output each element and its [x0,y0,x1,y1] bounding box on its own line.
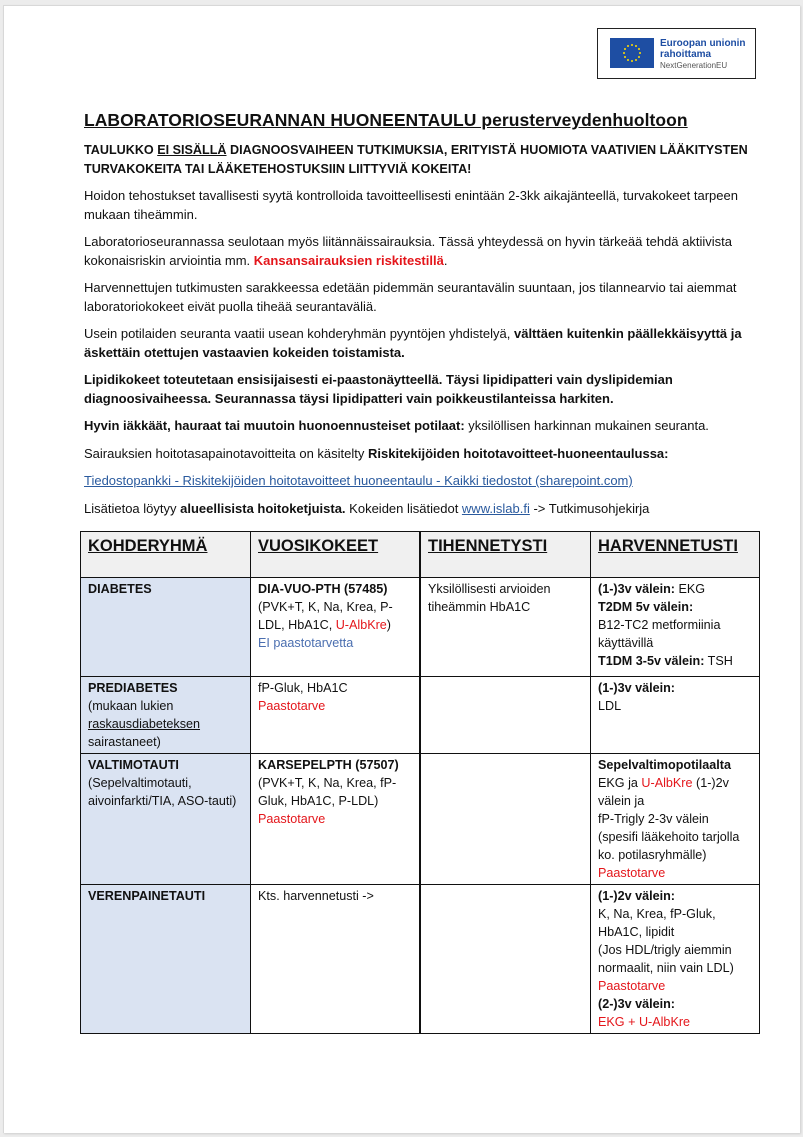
combining-bold: välttäen kuitenkin päällekkäisyyttä ja äskettäin otettujen vastaavien kokeiden toistamista. [84,326,742,360]
targets-bold: Riskitekijöiden hoitotavoitteet-huoneentaulussa: [368,445,669,461]
yearly-panel-contents: (PVK+T, K, Na, Krea, fP-Gluk, HbA1C, P-LDL) [258,776,397,808]
sparse-text: EKG ja [598,776,642,790]
sparse-bold: (2-)3v välein: [598,997,675,1011]
sparse-line [598,580,753,598]
more-info-post: -> Tutkimusohjekirja [529,500,650,516]
sparse-cell [591,578,760,677]
header-less-frequent: HARVENNETUSTI [591,532,760,578]
fasting-note: EI paastotarvetta [258,636,354,650]
sparse-line [598,652,753,670]
more-info-mid: Kokeiden lisätiedot [345,500,462,516]
group-name: DIABETES [88,582,152,596]
table-row [81,578,760,677]
elderly-bold: Hyvin iäkkäät, hauraat tai muutoin huonoennusteiset potilaat: [84,418,465,433]
table-row [81,885,760,1034]
yearly-panel-contents: (PVK+T, K, Na, Krea, P-LDL, HbA1C, [258,600,393,632]
sparse-text: (1-)2v välein ja [598,776,729,808]
sparse-text: (Jos HDL/trigly aiemmin normaalit, niin vain LDL) [598,943,734,975]
islab-link[interactable]: www.islab.fi [461,500,530,516]
frequent-cell [420,885,591,1034]
yearly-cell [251,885,421,1034]
paragraph-link [84,472,771,491]
sparse-text: B12-TC2 metformiinia käyttävillä [598,618,721,650]
screening-text: Laboratorioseurannassa seulotaan myös liitännäissairauksia. Tässä yhteydessä on hyvin tärkeää tehdä aktiivista kokonaisriskin arviointia mm. [84,234,732,268]
sparse-cell [591,677,760,754]
sparse-line [598,616,753,652]
yearly-cell [251,754,421,885]
header-yearly-tests: VUOSIKOKEET [251,532,421,578]
paragraph-targets [84,445,771,464]
sparse-bold: T2DM 5v välein: [598,600,694,614]
sparse-cell [591,885,760,1034]
sparse-red: U-AlbKre [641,776,693,790]
document-body [81,110,771,527]
sparse-text: K, Na, Krea, fP-Gluk, HbA1C, lipidit [598,907,716,939]
group-name: PREDIABETES [88,681,178,695]
warning-text-post: DIAGNOOSVAIHEEN TUTKIMUKSIA, ERITYISTÄ HUOMIOTA VAATIVIEN LÄÄKITYSTEN TURVAKOKEITA TAI LÄÄKETEHOSTUKSIIN LIITTYVIÄ KOKEITA! [84,143,748,176]
group-sub: (mukaan lukien [88,699,174,713]
warning-underlined: EI SISÄLLÄ [157,143,227,157]
targets-text: Sairauksien hoitotasapainotavoitteita on käsitelty [84,445,369,461]
paragraph-intensification: Hoidon tehostukset tavallisesti syytä kontrolloida tavoitteellisesti enintään 2-3kk aikajänteellä, turvakokeet tarpeen mukaan tiheämmin. [84,188,738,222]
group-cell [81,578,251,677]
group-name: VERENPAINETAUTI [88,889,206,903]
paragraph-screening [84,233,771,270]
sparse-bold: (1-)3v välein: [598,582,675,596]
yearly-panel-code: DIA-VUO-PTH (57485) [258,582,388,596]
sparse-bold: T1DM 3-5v välein: [598,654,705,668]
sparse-text: (spesifi lääkehoito tarjolla ko. potilasryhmälle) [598,830,740,862]
group-sub-underlined: raskausdiabeteksen [88,717,201,731]
sparse-text: LDL [598,699,622,713]
group-cell [81,677,251,754]
warning-paragraph [84,141,771,178]
elderly-text: yksilöllisen harkinnan mukainen seuranta. [464,418,709,433]
page-title: LABORATORIOSEURANNAN HUONEENTAULU perusterveydenhuoltoon [84,110,688,130]
warning-text-pre: TAULUKKO [84,143,158,157]
paragraph-sparse-column: Harvennettujen tutkimusten sarakkeessa edetään pidemmän seurantavälin suuntaan, jos tilannearvio tai aiemmat laboratoriokokeet eivät puolla tiheää seurantaväliä. [84,280,737,314]
screening-end: . [443,252,448,268]
yearly-tests: fP-Gluk, HbA1C [258,681,348,695]
paragraph-combining [84,325,771,362]
frequent-cell [420,754,591,885]
sparse-red: EKG + U-AlbKre [598,1015,691,1029]
sparse-text: EKG [675,582,706,596]
lab-monitoring-table [80,531,760,1034]
logo-text-line1: Euroopan unionin [660,38,746,49]
group-sub: sairastaneet) [88,735,161,749]
sharepoint-link[interactable]: Tiedostopankki - Riskitekijöiden hoitotavoitteet huoneentaulu - Kaikki tiedostot (sharepoint.com) [84,473,633,488]
paragraph-more-info [84,500,771,519]
sparse-line [598,598,753,616]
fasting-required: Paastotarve [598,866,666,880]
risk-test-highlight: Kansansairauksien riskitestillä [253,252,444,268]
logo-text-line2: rahoittama [660,49,712,60]
yearly-cell [251,677,421,754]
paragraph-lipids: Lipidikokeet toteutetaan ensisijaisesti ei-paastonäytteellä. Täysi lipidipatteri vain dyslipidemian diagnoosivaiheessa. Seurannassa täysi lipidipatteri vain poikkeustilanteissa harkiten. [84,372,673,406]
yearly-cell [251,578,421,677]
sparse-text: TSH [704,654,733,668]
frequent-cell: Yksilöllisesti arvioiden tiheämmin HbA1C [420,578,591,677]
group-cell [81,885,251,1034]
combining-text: Usein potilaiden seuranta vaatii usean kohderyhmän pyyntöjen yhdistelyä, [84,326,514,341]
yearly-panel-red: U-AlbKre [335,618,387,632]
paragraph-elderly [84,417,771,436]
group-sub: (Sepelvaltimotauti, aivoinfarkti/TIA, ASO-tauti) [88,776,237,808]
sparse-bold: (1-)3v välein: [598,681,675,695]
sparse-text: fP-Trigly 2-3v välein [598,812,709,826]
logo-text-line3: NextGenerationEU [660,61,728,70]
frequent-cell [420,677,591,754]
table-header-row [81,532,760,578]
sparse-cell [591,754,760,885]
group-cell [81,754,251,885]
table-row [81,677,760,754]
fasting-required: Paastotarve [258,812,326,826]
document-page [3,5,800,1133]
eu-funding-logo [597,28,756,79]
fasting-required: Paastotarve [598,979,666,993]
care-chains-bold: alueellisista hoitoketjuista. [180,500,346,516]
yearly-tests: Kts. harvennetusti -> [258,889,374,903]
group-name: VALTIMOTAUTI [88,758,179,772]
header-target-group: KOHDERYHMÄ [81,532,251,578]
yearly-panel-code: KARSEPELPTH (57507) [258,758,399,772]
sparse-bold: Sepelvaltimopotilaalta [598,758,731,772]
sparse-bold: (1-)2v välein: [598,889,675,903]
header-more-frequent: TIHENNETYSTI [420,532,591,578]
eu-flag-icon [610,38,654,68]
more-info-pre: Lisätietoa löytyy [84,500,181,516]
fasting-required: Paastotarve [258,699,326,713]
yearly-panel-end: ) [386,618,391,632]
table-row [81,754,760,885]
